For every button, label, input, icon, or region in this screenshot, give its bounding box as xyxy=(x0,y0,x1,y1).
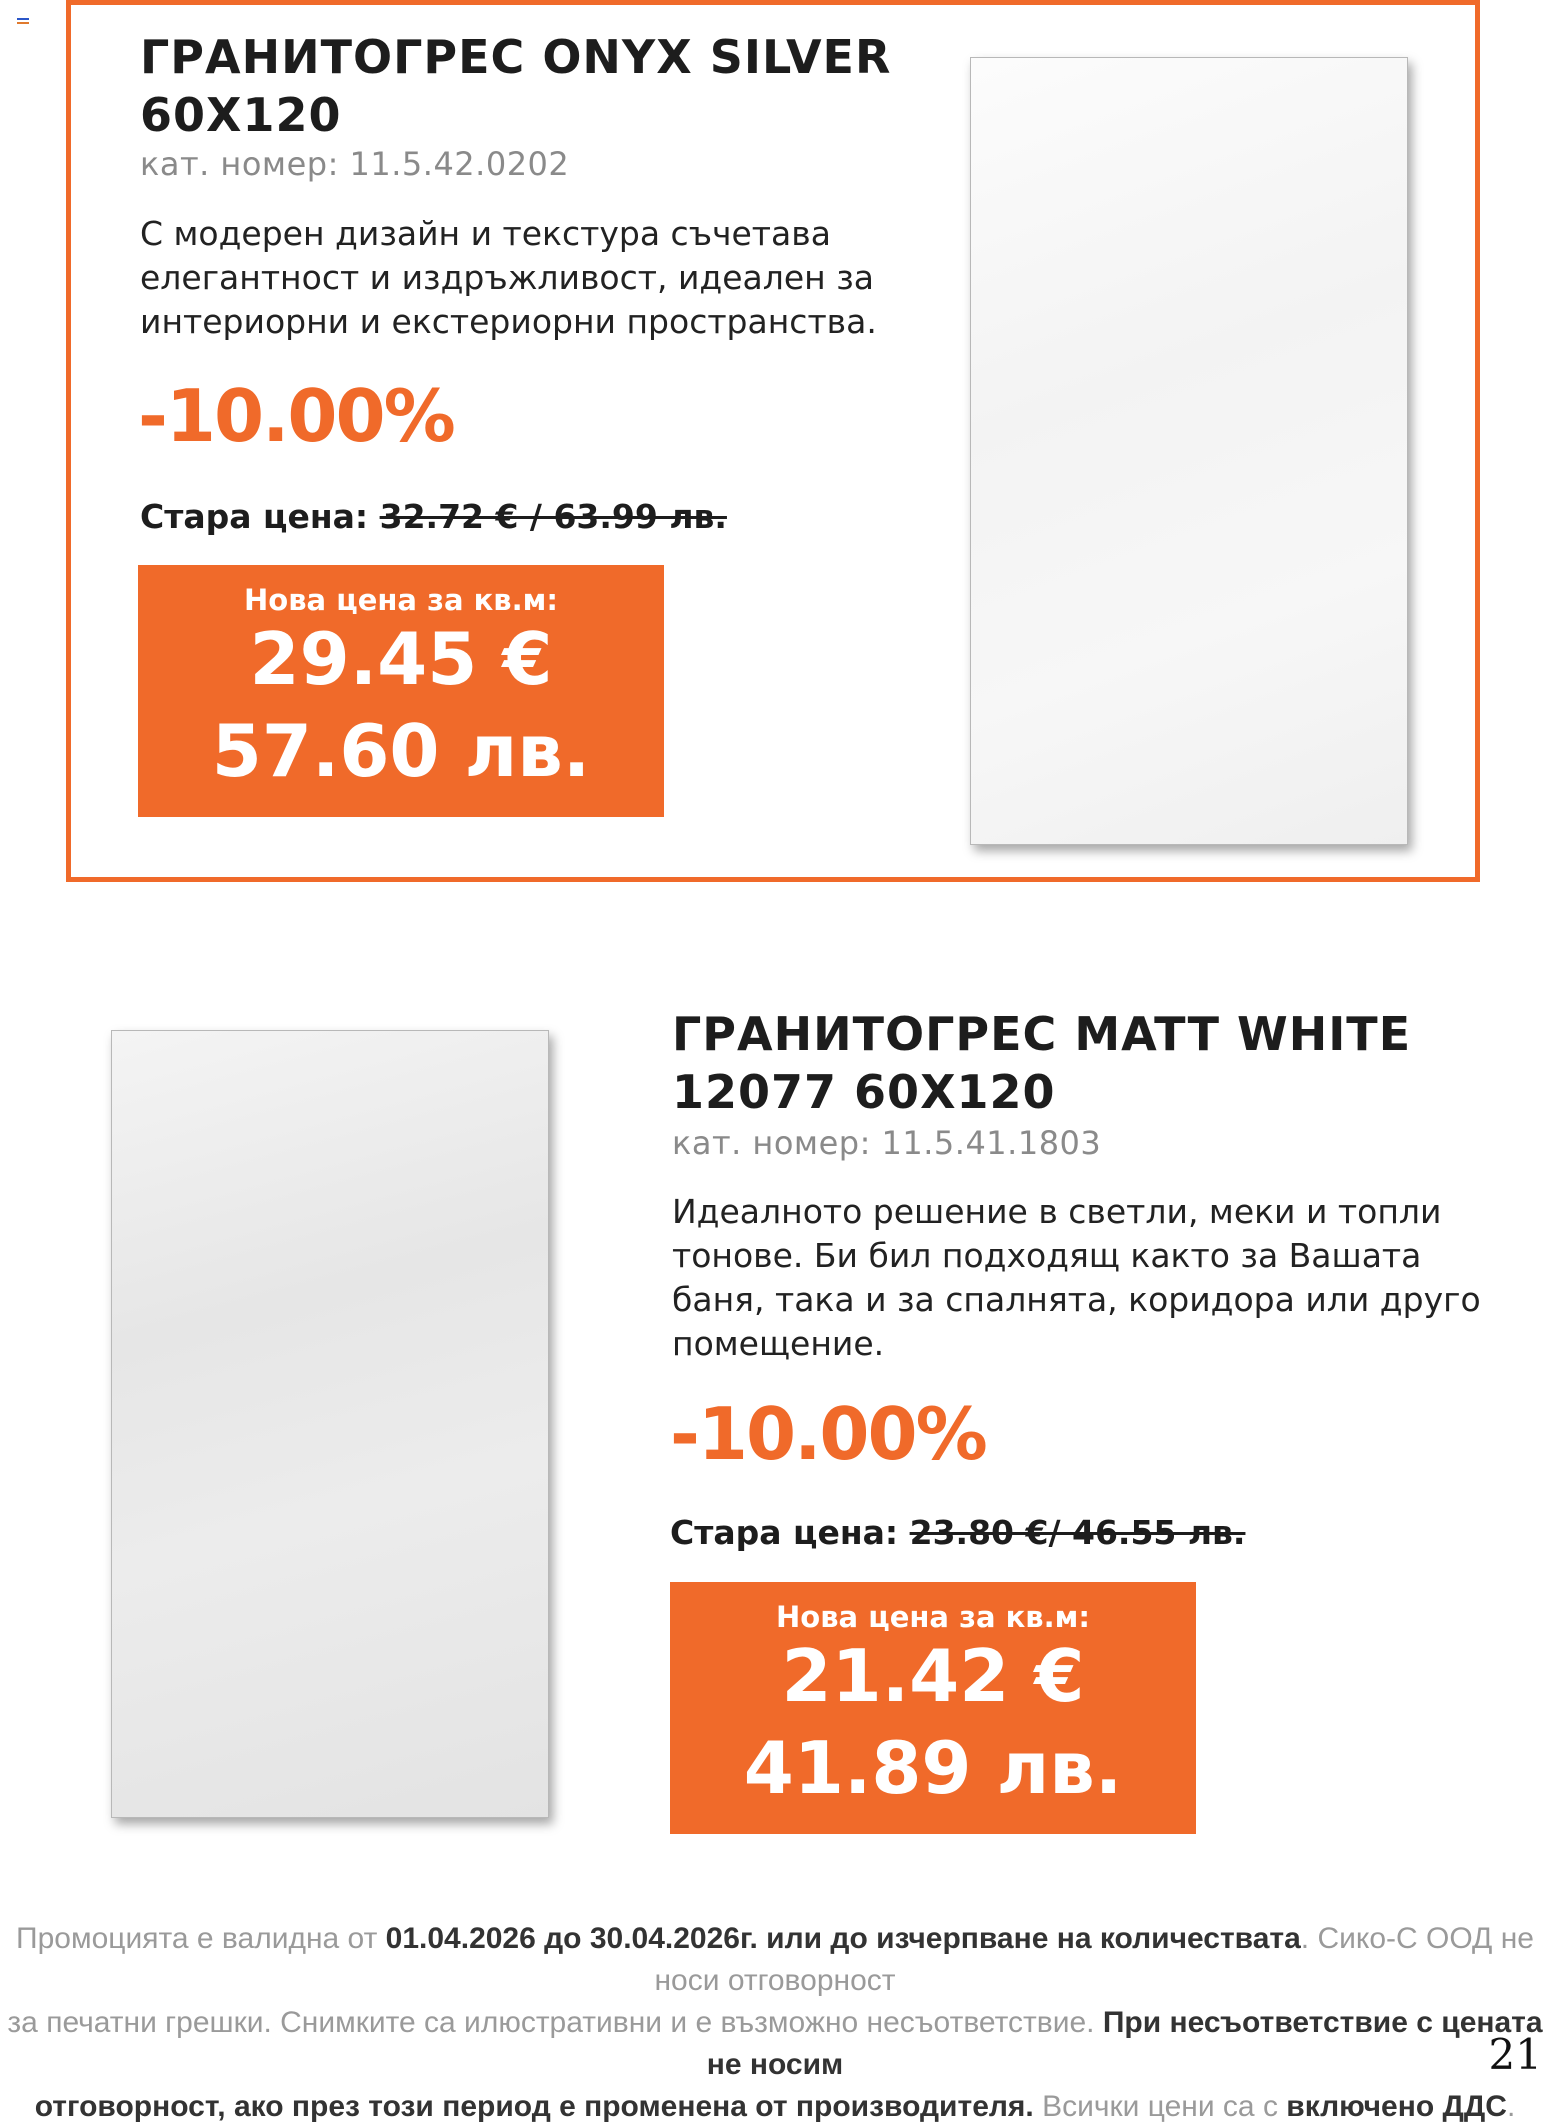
old-price xyxy=(140,497,727,536)
disclaimer-bold: 01.04.2026 до 30.04.2026г. или до изчерпване на количествата xyxy=(385,1922,1301,1955)
product-description xyxy=(672,1190,1481,1366)
old-price-label: Стара цена: xyxy=(670,1513,899,1552)
page-number: 21 xyxy=(1488,2030,1542,2079)
disclaimer-bold: При несъответствие с цената не носим xyxy=(706,2006,1543,2081)
old-price-label: Стара цена: xyxy=(140,497,369,536)
description-line: Идеалното решение в светли, меки и топли xyxy=(672,1192,1442,1231)
disclaimer-text: . xyxy=(1506,2090,1516,2123)
catalog-number: кат. номер: 11.5.41.1803 xyxy=(672,1124,1102,1162)
old-price-value: 23.80 €/ 46.55 лв. xyxy=(909,1513,1246,1552)
product-title-line2: 60X120 xyxy=(140,88,342,142)
product-title xyxy=(672,1005,1411,1121)
disclaimer-text: Всички цени са с xyxy=(1033,2090,1287,2123)
description-line: интериорни и екстериорни пространства. xyxy=(140,302,877,341)
description-line: тонове. Би бил подходящ както за Вашата xyxy=(672,1236,1422,1275)
disclaimer-bold: отговорност, ако през този период е променена от производителя. xyxy=(34,2090,1034,2123)
corner-mark xyxy=(17,18,29,24)
product-title-line1: ГРАНИТОГРЕС MATT WHITE xyxy=(672,1007,1412,1061)
description-line: С модерен дизайн и текстура съчетава xyxy=(140,214,831,253)
new-price-eur: 29.45 € xyxy=(249,617,553,701)
new-price-bgn: 57.60 лв. xyxy=(211,709,591,793)
description-line: помещение. xyxy=(672,1324,885,1363)
old-price-value: 32.72 € / 63.99 лв. xyxy=(379,497,727,536)
new-price-eur: 21.42 € xyxy=(781,1634,1085,1718)
product-description xyxy=(140,212,877,344)
product-image-tile xyxy=(970,57,1408,845)
catalog-number: кат. номер: 11.5.42.0202 xyxy=(140,145,570,183)
disclaimer-bold: включено ДДС xyxy=(1286,2090,1507,2123)
product-title-line1: ГРАНИТОГРЕС ONYX SILVER xyxy=(140,30,892,84)
discount-percent: -10.00% xyxy=(138,374,454,458)
disclaimer-line xyxy=(0,1918,1550,2002)
disclaimer-line xyxy=(0,2086,1550,2128)
disclaimer-line xyxy=(0,2002,1550,2086)
description-line: баня, така и за спалнята, коридора или друго xyxy=(672,1280,1481,1319)
product-title xyxy=(140,28,891,144)
new-price-box xyxy=(670,1582,1196,1834)
discount-percent: -10.00% xyxy=(670,1392,986,1476)
product-title-line2: 12077 60X120 xyxy=(672,1065,1056,1119)
new-price-box xyxy=(138,565,664,817)
promo-disclaimer xyxy=(0,1918,1550,2128)
disclaimer-text: . Сико-С ООД не носи отговорност xyxy=(654,1922,1534,1997)
new-price-bgn: 41.89 лв. xyxy=(743,1726,1123,1810)
disclaimer-text: Промоцията е валидна от xyxy=(16,1922,386,1955)
disclaimer-text: за печатни грешки. Снимките са илюстративни и е възможно несъответствие. xyxy=(7,2006,1103,2039)
description-line: елегантност и издръжливост, идеален за xyxy=(140,258,874,297)
old-price xyxy=(670,1513,1245,1552)
new-price-label: Нова цена за кв.м: xyxy=(776,1600,1090,1634)
new-price-label: Нова цена за кв.м: xyxy=(244,583,558,617)
product-image-tile xyxy=(111,1030,549,1818)
